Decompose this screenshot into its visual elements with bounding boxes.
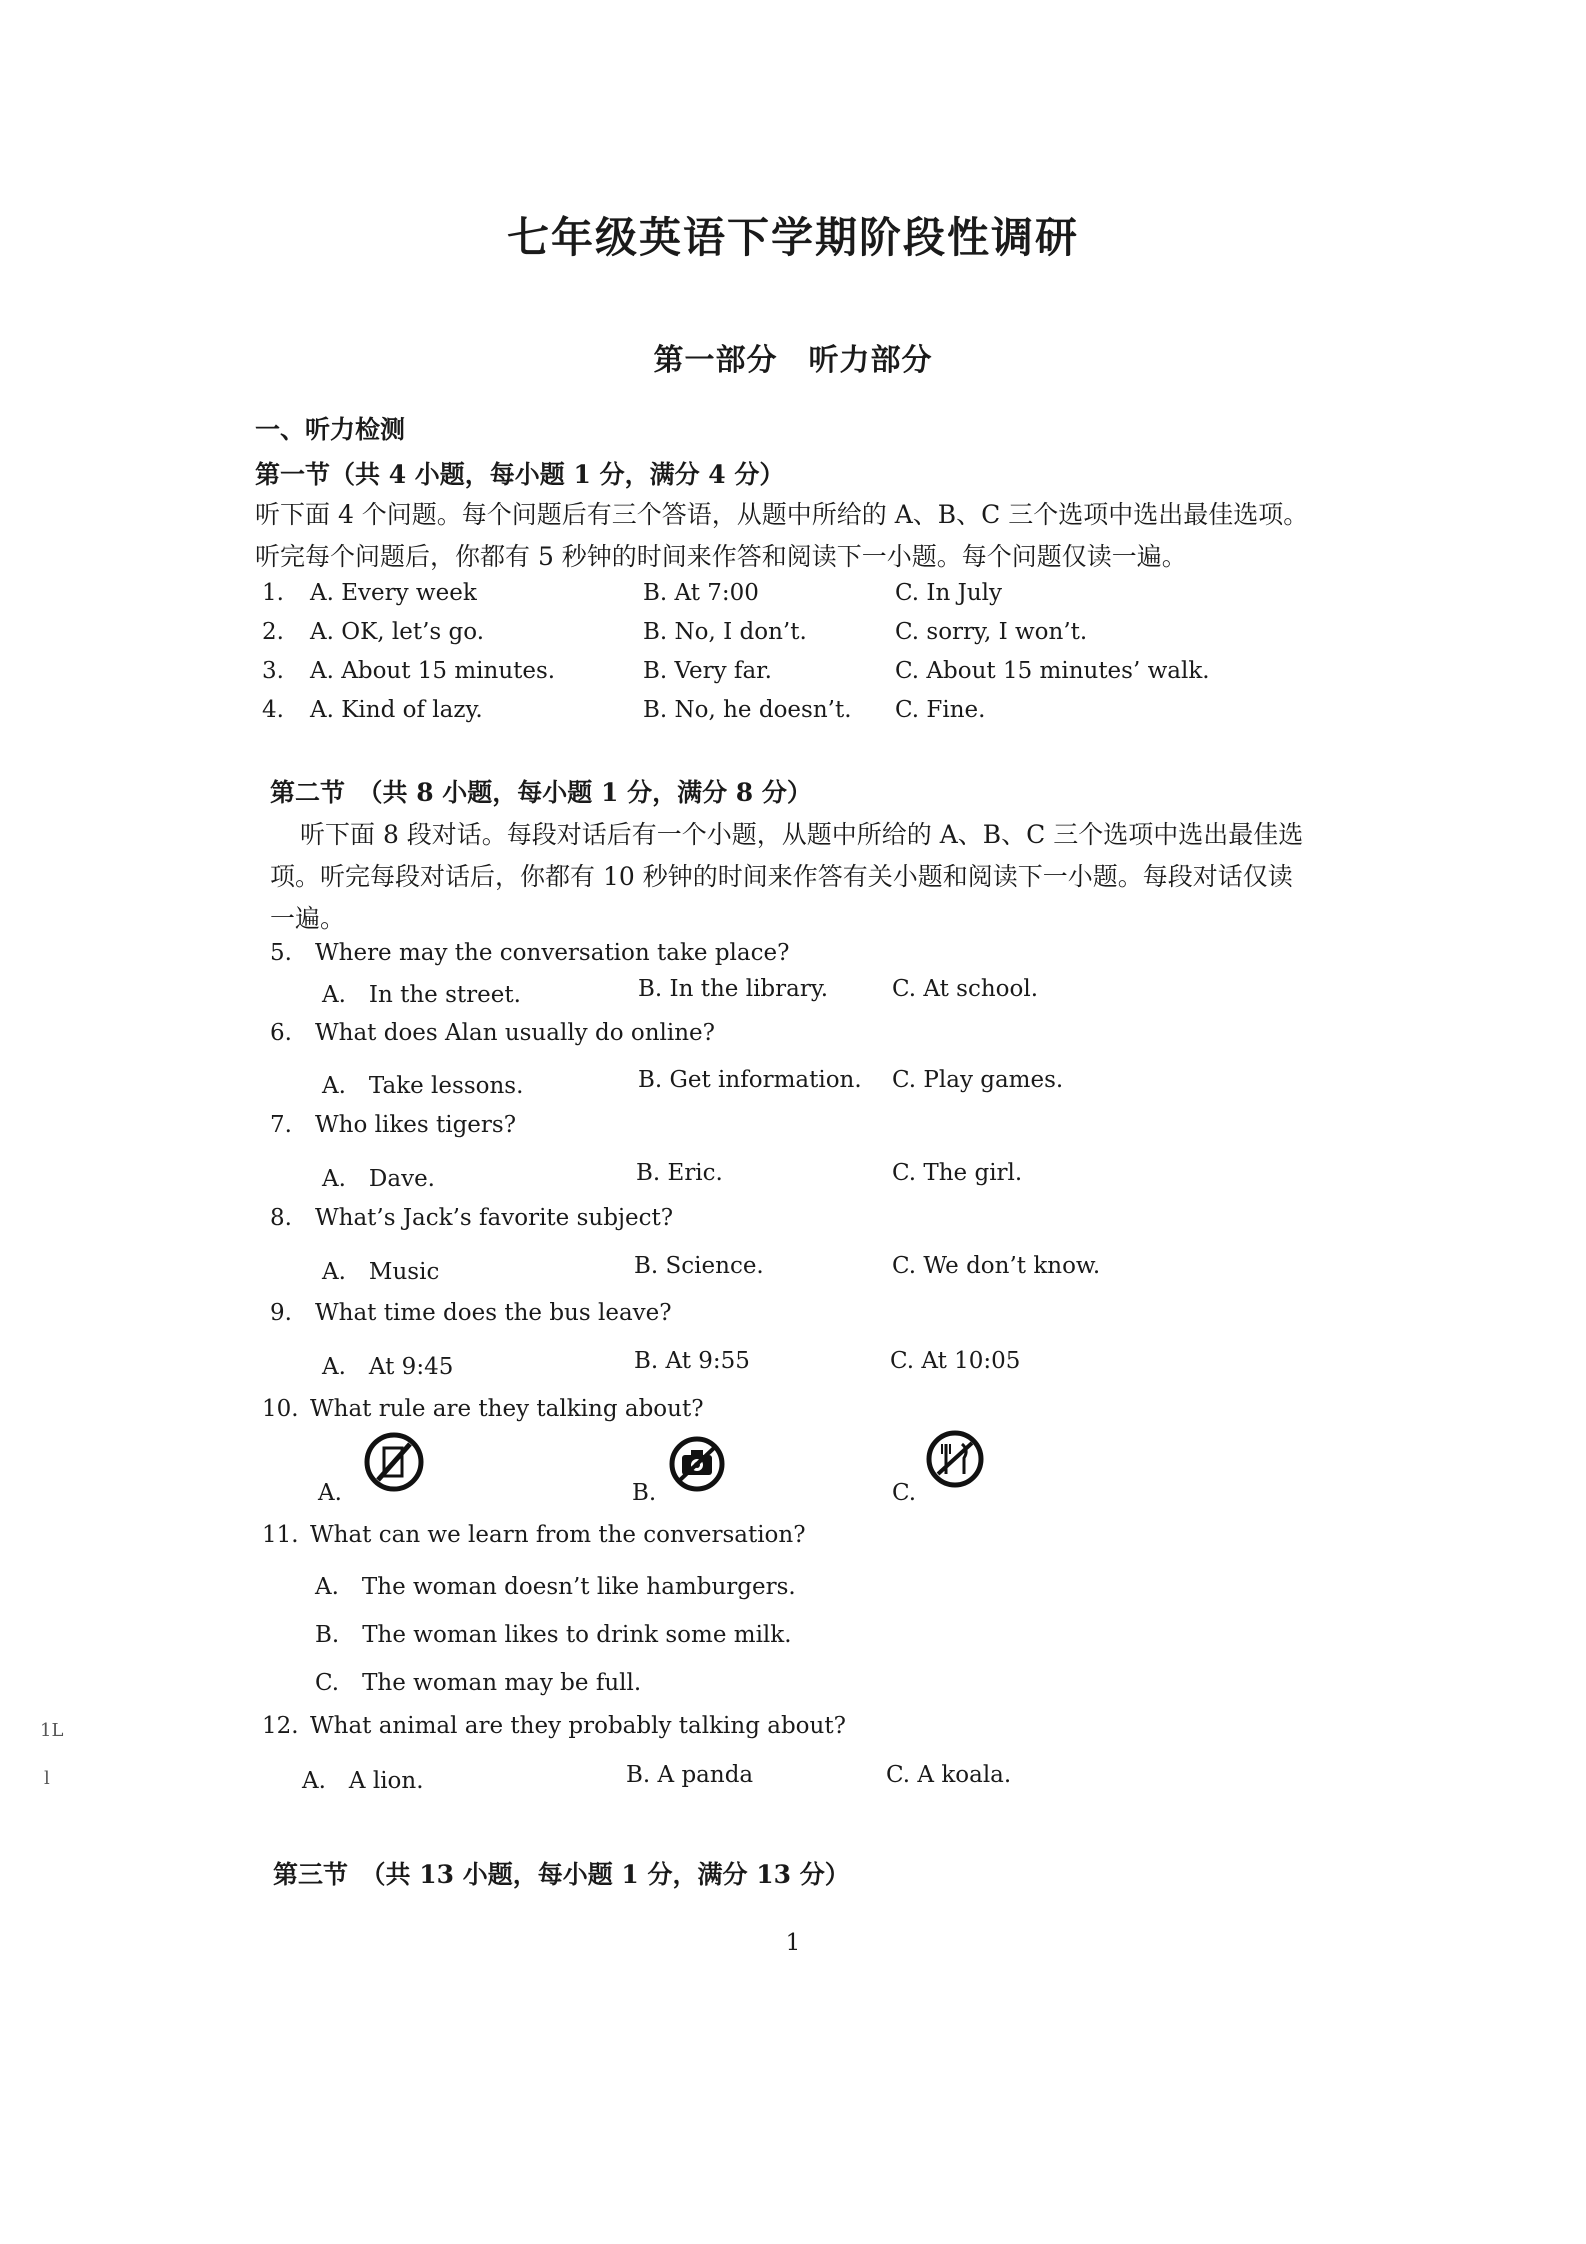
- page-number: 1: [785, 1930, 801, 1956]
- part-title: 第一部分 听力部分: [653, 343, 933, 378]
- option-a: A. About 15 minutes.: [310, 658, 556, 684]
- option-a: A. Dave.: [322, 1166, 435, 1192]
- option-c: C. Fine.: [895, 697, 986, 723]
- exam-title: 七年级英语下学期阶段性调研: [506, 213, 1079, 262]
- question-text: What time does the bus leave?: [315, 1300, 672, 1326]
- option-c: C. At 10:05: [890, 1348, 1021, 1374]
- option-c: C. sorry, I won’t.: [895, 619, 1088, 645]
- option-b: B. At 7:00: [643, 580, 759, 606]
- option-a: A. Take lessons.: [322, 1073, 524, 1099]
- section1-instruction-2: 听完每个问题后，你都有 5 秒钟的时间来作答和阅读下一小题。每个问题仅读一遍。: [255, 542, 1187, 571]
- section2-instruction-1: 听下面 8 段对话。每段对话后有一个小题，从题中所给的 A、B、C 三个选项中选出最佳选: [300, 820, 1304, 849]
- no-eating-icon: [924, 1428, 986, 1490]
- option-a: A.: [318, 1480, 342, 1506]
- option-a: A. At 9:45: [322, 1354, 454, 1380]
- option-c: C. At school.: [892, 976, 1039, 1002]
- option-b: B. At 9:55: [634, 1348, 750, 1374]
- question-text: What rule are they talking about?: [310, 1396, 704, 1422]
- section-heading: 一、听力检测: [255, 415, 406, 444]
- margin-mark: 1L: [40, 1720, 64, 1741]
- section2-title: 第二节 （共 8 小题，每小题 1 分，满分 8 分）: [270, 778, 812, 807]
- option-a: A. OK, let’s go.: [310, 619, 485, 645]
- question-text: What can we learn from the conversation?: [310, 1522, 806, 1548]
- section1-title: 第一节（共 4 小题，每小题 1 分，满分 4 分）: [255, 460, 785, 489]
- no-camera-icon: [667, 1434, 727, 1494]
- option-c: C. In July: [895, 580, 1002, 606]
- margin-mark: l: [44, 1768, 50, 1789]
- section2-instruction-2: 项。听完每段对话后，你都有 10 秒钟的时间来作答有关小题和阅读下一小题。每段对话仅读: [270, 862, 1293, 891]
- option-b: B. Get information.: [638, 1067, 862, 1093]
- option-c: C. Play games.: [892, 1067, 1064, 1093]
- option-b: B. No, I don’t.: [643, 619, 807, 645]
- option-b: B. Science.: [634, 1253, 764, 1279]
- section1-instruction-1: 听下面 4 个问题。每个问题后有三个答语，从题中所给的 A、B、C 三个选项中选出最佳选项。: [255, 500, 1309, 529]
- option-a: A. The woman doesn’t like hamburgers.: [315, 1574, 796, 1600]
- question-number: 7.: [270, 1112, 292, 1138]
- question-number: 11.: [262, 1522, 299, 1548]
- question-number: 9.: [270, 1300, 292, 1326]
- option-a: A. Every week: [310, 580, 477, 606]
- question-number: 10.: [262, 1396, 299, 1422]
- option-a: A. In the street.: [322, 982, 521, 1008]
- option-b: B. Very far.: [643, 658, 772, 684]
- option-a: A. A lion.: [302, 1768, 424, 1794]
- question-number: 1.: [262, 580, 284, 606]
- option-c: C.: [892, 1480, 917, 1506]
- question-text: What’s Jack’s favorite subject?: [315, 1205, 674, 1231]
- section3-title: 第三节 （共 13 小题，每小题 1 分，满分 13 分）: [273, 1860, 850, 1889]
- option-a: A. Kind of lazy.: [310, 697, 483, 723]
- option-c: C. About 15 minutes’ walk.: [895, 658, 1210, 684]
- question-text: What animal are they probably talking about?: [310, 1713, 846, 1739]
- option-c: C. The girl.: [892, 1160, 1023, 1186]
- option-a: A. Music: [322, 1259, 440, 1285]
- question-number: 2.: [262, 619, 284, 645]
- question-number: 12.: [262, 1713, 299, 1739]
- section2-instruction-3: 一遍。: [270, 904, 346, 933]
- option-b: B. The woman likes to drink some milk.: [315, 1622, 792, 1648]
- question-number: 8.: [270, 1205, 292, 1231]
- option-c: C. The woman may be full.: [315, 1670, 642, 1696]
- question-text: What does Alan usually do online?: [315, 1020, 715, 1046]
- option-c: C. We don’t know.: [892, 1253, 1101, 1279]
- option-c: C. A koala.: [886, 1762, 1012, 1788]
- no-writing-icon: [362, 1430, 426, 1494]
- option-b: B. In the library.: [638, 976, 829, 1002]
- option-b: B. No, he doesn’t.: [643, 697, 852, 723]
- option-b: B. A panda: [626, 1762, 754, 1788]
- question-number: 5.: [270, 940, 292, 966]
- question-number: 6.: [270, 1020, 292, 1046]
- question-text: Where may the conversation take place?: [315, 940, 790, 966]
- question-number: 4.: [262, 697, 284, 723]
- option-b: B. Eric.: [636, 1160, 723, 1186]
- option-b: B.: [632, 1480, 657, 1506]
- question-text: Who likes tigers?: [315, 1112, 517, 1138]
- question-number: 3.: [262, 658, 284, 684]
